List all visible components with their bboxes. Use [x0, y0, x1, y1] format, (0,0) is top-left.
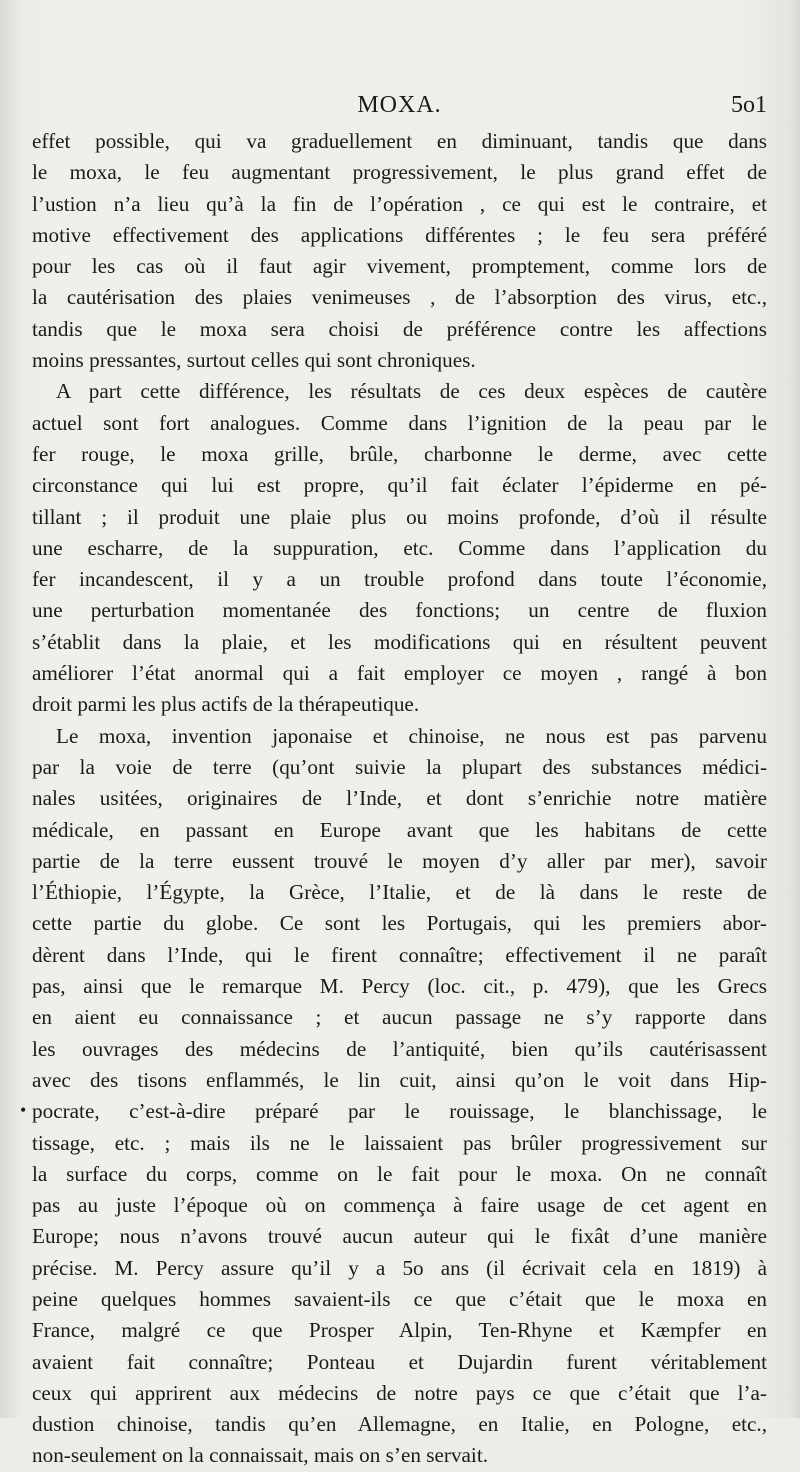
text-line: par la voie de terre (qu’ont suivie la plupart des substances médici- [32, 754, 767, 779]
text-line: circonstance qui lui est propre, qu’il fait éclater l’épiderme en pé- [32, 473, 767, 498]
text-line: droit parmi les plus actifs de la thérapeutique. [32, 692, 420, 717]
text-line: l’ustion n’a lieu qu’à la fin de l’opération , ce qui est le contraire, et [32, 191, 767, 216]
text-line: avec des tisons enflammés, le lin cuit, ainsi qu’on le voit dans Hip- [32, 1067, 767, 1092]
running-title: MOXA. [357, 92, 442, 118]
text-line: les ouvrages des médecins de l’antiquité, bien qu’ils cautérisassent [32, 1036, 767, 1061]
text-line: améliorer l’état anormal qui a fait employer ce moyen , rangé à bon [32, 661, 767, 686]
text-line: tandis que le moxa sera choisi de préférence contre les affections [32, 316, 767, 341]
text-line: la surface du corps, comme on le fait pour le moxa. On ne connaît [32, 1161, 767, 1186]
text-line: dèrent dans l’Inde, qui le firent connaître; effectivement il ne paraît [32, 942, 767, 967]
text-line: moins pressantes, surtout celles qui sont chroniques. [32, 348, 476, 373]
text-line: pocrate, c’est-à-dire préparé par le rouissage, le blanchissage, le [32, 1099, 767, 1124]
text-line: effet possible, qui va graduellement en diminuant, tandis que dans [32, 129, 767, 153]
body-text [32, 126, 767, 1472]
text-line: avaient fait connaître; Ponteau et Dujardin furent véritablement [32, 1349, 767, 1374]
text-line: précise. M. Percy assure qu’il y a 5o ans (il écrivait cela en 1819) à [32, 1255, 767, 1280]
text-line: motive effectivement des applications différentes ; le feu sera préféré [32, 222, 767, 247]
text-line: fer rouge, le moxa grille, brûle, charbonne le derme, avec cette [32, 441, 767, 466]
text-line: médicale, en passant en Europe avant que les habitans de cette [32, 817, 767, 842]
margin-mark: • [20, 1100, 27, 1120]
text-line: A part cette différence, les résultats de ces deux espèces de cautère [56, 379, 767, 404]
text-line: France, malgré ce que Prosper Alpin, Ten-Rhyne et Kæmpfer en [32, 1318, 767, 1343]
text-line: s’établit dans la plaie, et les modifications qui en résultent peuvent [32, 629, 767, 654]
running-header [32, 92, 767, 126]
text-line: Europe; nous n’avons trouvé aucun auteur qui le fixât d’une manière [32, 1224, 767, 1249]
text-line: partie de la terre eussent trouvé le moyen d’y aller par mer), savoir [32, 848, 767, 873]
text-line: tissage, etc. ; mais ils ne le laissaient pas brûler progressivement sur [32, 1130, 767, 1155]
text-line: une escharre, de la suppuration, etc. Comme dans l’application du [32, 535, 767, 560]
text-line: peine quelques hommes savaient-ils ce que c’était que le moxa en [32, 1286, 767, 1311]
text-line: en aient eu connaissance ; et aucun passage ne s’y rapporte dans [32, 1005, 767, 1030]
page-number: 5o1 [731, 92, 767, 118]
text-line: actuel sont fort analogues. Comme dans l’ignition de la peau par le [32, 410, 767, 435]
text-line: non-seulement on la connaissait, mais on s’en servait. [32, 1443, 489, 1468]
text-line: tillant ; il produit une plaie plus ou moins profonde, d’où il résulte [32, 504, 767, 529]
text-line: dustion chinoise, tandis qu’en Allemagne, en Italie, en Pologne, etc., [32, 1412, 767, 1437]
text-line: pas au juste l’époque où on commença à faire usage de cet agent en [32, 1193, 767, 1218]
text-line: cette partie du globe. Ce sont les Portugais, qui les premiers abor- [32, 911, 767, 936]
text-line: l’Éthiopie, l’Égypte, la Grèce, l’Italie, et de là dans le reste de [32, 880, 767, 905]
text-line: la cautérisation des plaies venimeuses , de l’absorption des virus, etc., [32, 285, 767, 310]
text-line: pas, ainsi que le remarque M. Percy (loc. cit., p. 479), que les Grecs [32, 974, 767, 999]
text-line: Le moxa, invention japonaise et chinoise, ne nous est pas parvenu [56, 723, 767, 748]
text-line: fer incandescent, il y a un trouble profond dans toute l’économie, [32, 567, 767, 592]
text-line: pour les cas où il faut agir vivement, promptement, comme lors de [32, 254, 767, 279]
text-line: nales usitées, originaires de l’Inde, et dont s’enrichie notre matière [32, 786, 767, 811]
text-line: une perturbation momentanée des fonctions; un centre de fluxion [32, 598, 767, 623]
text-line: le moxa, le feu augmentant progressivement, le plus grand effet de [32, 160, 767, 185]
text-line: ceux qui apprirent aux médecins de notre pays ce que c’était que l’a- [32, 1380, 767, 1405]
